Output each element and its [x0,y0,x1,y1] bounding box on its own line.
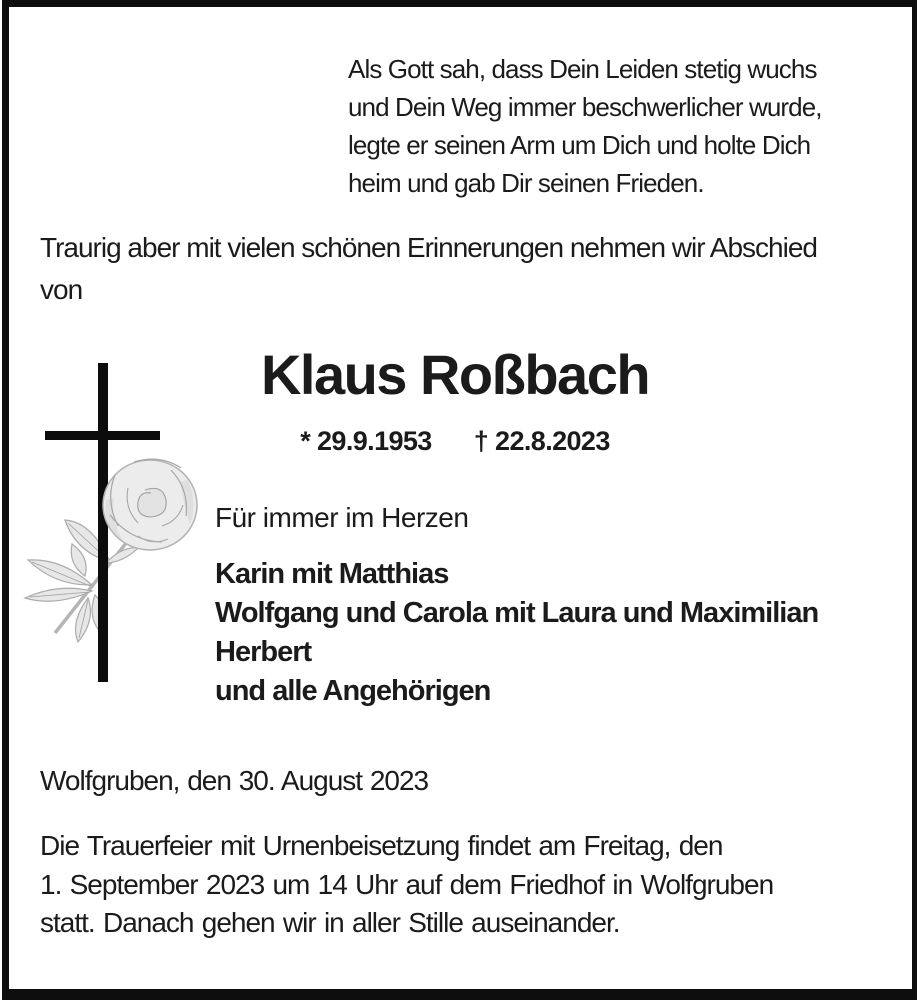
death-date: † 22.8.2023 [473,426,610,456]
verse-line: und Dein Weg immer beschwerlicher wurde, [348,92,822,122]
birth-date: * 29.9.1953 [300,426,432,456]
verse-line: legte er seinen Arm um Dich und holte Dich [348,130,811,160]
intro-line: von [40,274,83,305]
mourner-line: und alle Angehörigen [215,675,491,707]
mourner-line: Herbert [215,636,312,668]
intro-line: Traurig aber mit vielen schönen Erinnerungen nehmen wir Abschied [40,232,817,263]
funeral-info-line: 1. September 2023 um 14 Uhr auf dem Friedhof in Wolfgruben [40,868,774,900]
rose-flower-icon [103,459,197,550]
deceased-name: Klaus Roßbach [260,343,650,406]
funeral-info-line: statt. Danach gehen wir in aller Stille auseinander. [40,907,620,938]
verse-line: Als Gott sah, dass Dein Leiden stetig wuchs [348,54,817,84]
mourners-block [215,555,818,711]
verse-line: heim und gab Dir seinen Frieden. [348,168,704,198]
mourner-line: Wolfgang und Carola mit Laura und Maximilian [215,597,819,629]
funeral-info-block [40,827,773,943]
funeral-info-line: Die Trauerfeier mit Urnenbeisetzung findet am Freitag, den [40,830,723,861]
mourner-line: Karin mit Matthias [215,558,449,590]
remembrance-text: Für immer im Herzen [215,502,469,533]
place-date-text: Wolfgruben, den 30. August 2023 [40,765,429,796]
verse-block [348,50,822,202]
intro-block [40,227,817,311]
life-dates [0,424,910,458]
